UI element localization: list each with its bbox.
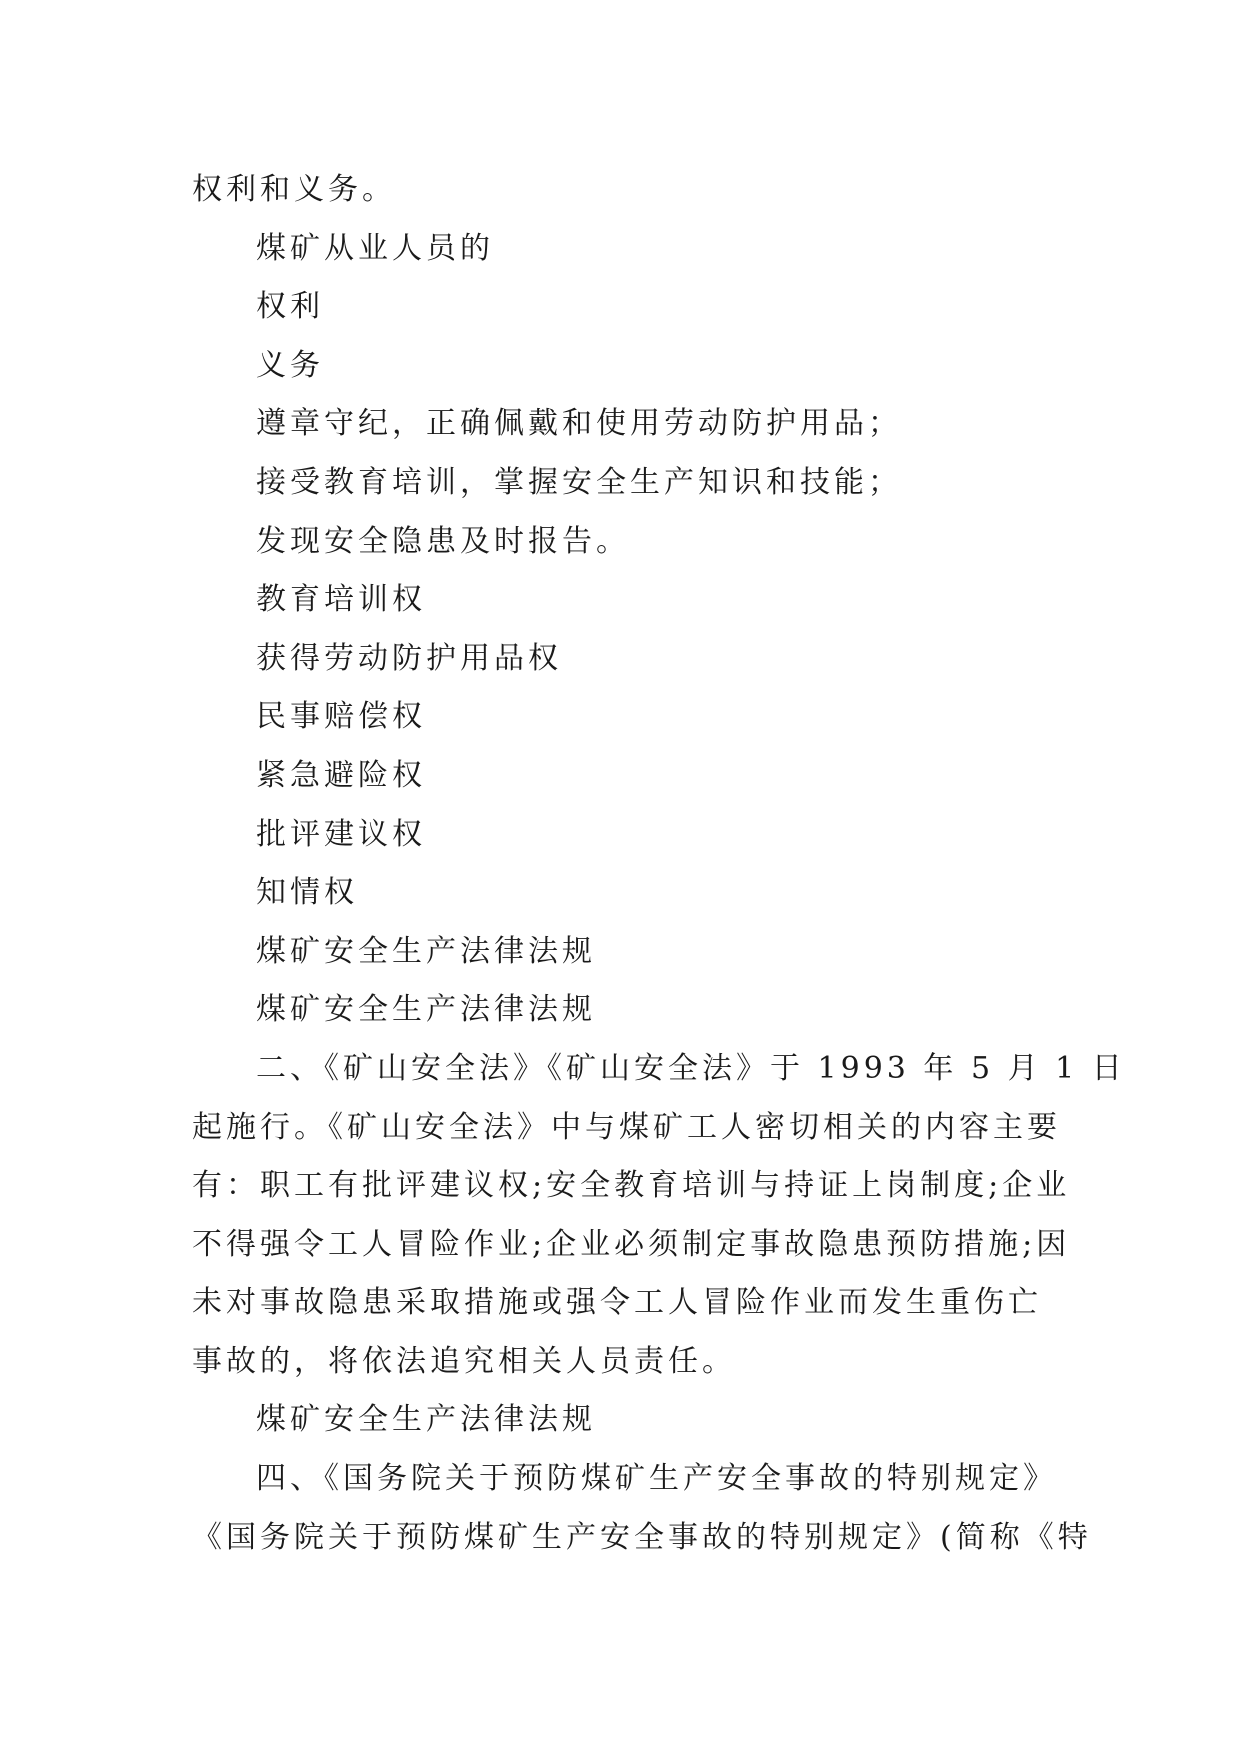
text-line: 接受教育培训，掌握安全生产知识和技能； xyxy=(256,464,902,500)
paragraph-line: 有：职工有批评建议权;安全教育培训与持证上岗制度;企业 xyxy=(192,1168,1071,1204)
text-line: 权利 xyxy=(256,289,324,325)
paragraph-line: 二、《矿山安全法》《矿山安全法》于 1993 年 5 月 1 日 xyxy=(256,1050,1126,1086)
text-line: 获得劳动防护用品权 xyxy=(256,640,562,676)
text-line: 批评建议权 xyxy=(256,816,426,852)
text-line: 民事赔偿权 xyxy=(256,699,426,735)
text-line: 教育培训权 xyxy=(256,582,426,618)
text-line: 煤矿从业人员的 xyxy=(256,230,494,266)
paragraph-line: 不得强令工人冒险作业;企业必须制定事故隐患预防措施;因 xyxy=(192,1226,1071,1262)
section-heading: 煤矿安全生产法律法规 xyxy=(256,933,596,969)
text-line: 义务 xyxy=(256,347,324,383)
section-heading: 煤矿安全生产法律法规 xyxy=(256,1402,596,1438)
text-line: 知情权 xyxy=(256,875,358,911)
paragraph-line: 事故的，将依法追究相关人员责任。 xyxy=(192,1343,736,1379)
text-line: 遵章守纪，正确佩戴和使用劳动防护用品； xyxy=(256,406,902,442)
text-line: 发现安全隐患及时报告。 xyxy=(256,523,630,559)
document-body xyxy=(192,161,1126,1567)
text-line: 权利和义务。 xyxy=(192,172,396,207)
text-line: 紧急避险权 xyxy=(256,757,426,793)
paragraph-line: 《国务院关于预防煤矿生产安全事故的特别规定》(简称《特 xyxy=(192,1519,1092,1555)
paragraph-line: 未对事故隐患采取措施或强令工人冒险作业而发生重伤亡 xyxy=(192,1285,1042,1321)
paragraph-line: 四、《国务院关于预防煤矿生产安全事故的特别规定》 xyxy=(256,1461,1057,1497)
paragraph-line: 起施行。《矿山安全法》中与煤矿工人密切相关的内容主要 xyxy=(192,1109,1061,1145)
section-heading: 煤矿安全生产法律法规 xyxy=(256,992,596,1028)
